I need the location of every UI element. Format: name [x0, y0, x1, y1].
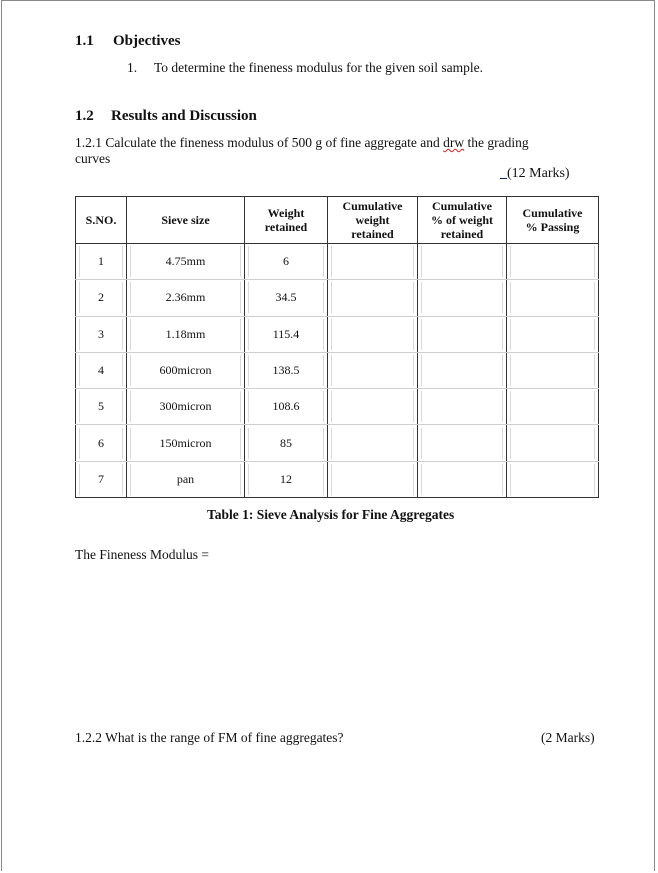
cell-sno	[76, 280, 127, 316]
header-line: % Passing	[525, 220, 580, 234]
cell-value: 12	[248, 464, 324, 495]
header-line: % of weight	[431, 213, 493, 227]
cell-value: 6	[79, 428, 123, 459]
header-line: Cumulative	[432, 199, 492, 213]
cell-value	[331, 355, 414, 386]
cell-sno	[76, 316, 127, 352]
section-title: Results and Discussion	[111, 108, 257, 124]
cell-value	[331, 246, 414, 277]
table-header-row	[76, 197, 599, 244]
section-number: 1.2	[75, 108, 94, 124]
cell-value: 4.75mm	[130, 246, 241, 277]
cell-sieve-size	[127, 425, 245, 461]
cell-cumulative-pct	[418, 425, 507, 461]
cell-value: 115.4	[248, 319, 324, 350]
table-row	[76, 461, 599, 497]
cell-weight-retained	[245, 425, 328, 461]
cell-value: 138.5	[248, 355, 324, 386]
cell-value	[421, 464, 503, 495]
cell-value: 108.6	[248, 391, 324, 422]
cell-pct-passing	[507, 316, 599, 352]
header-cumulative-pct-retained	[418, 197, 507, 244]
cell-value	[510, 282, 595, 313]
cell-sno	[76, 352, 127, 388]
header-cumulative-weight-retained	[328, 197, 418, 244]
cell-value: 5	[79, 391, 123, 422]
cell-pct-passing	[507, 280, 599, 316]
cell-sno	[76, 461, 127, 497]
objective-item	[127, 60, 483, 76]
question-text-cont: the grading	[464, 135, 529, 150]
table-body	[76, 244, 599, 498]
cell-value: 7	[79, 464, 123, 495]
cell-pct-passing	[507, 425, 599, 461]
fineness-modulus-label: The Fineness Modulus =	[75, 547, 209, 562]
cell-cumulative-weight	[328, 280, 418, 316]
section-number: 1.1	[75, 33, 94, 49]
header-line: retained	[264, 220, 308, 234]
question-2-text: 1.2.2 What is the range of FM of fine aggregates?	[75, 730, 344, 745]
cell-cumulative-weight	[328, 352, 418, 388]
header-line: retained	[440, 227, 484, 241]
cell-cumulative-weight	[328, 461, 418, 497]
section-title: Objectives	[113, 33, 181, 49]
cell-cumulative-pct	[418, 280, 507, 316]
cell-value: 150micron	[130, 428, 241, 459]
cell-value	[510, 319, 595, 350]
cell-value: 1	[79, 246, 123, 277]
header-cumulative-pct-passing	[507, 197, 599, 244]
cell-cumulative-weight	[328, 244, 418, 280]
cell-weight-retained	[245, 244, 328, 280]
cell-pct-passing	[507, 389, 599, 425]
cell-sieve-size	[127, 280, 245, 316]
table-row	[76, 389, 599, 425]
cell-sieve-size	[127, 316, 245, 352]
cell-value: 2.36mm	[130, 282, 241, 313]
cell-weight-retained	[245, 461, 328, 497]
cell-pct-passing	[507, 461, 599, 497]
table-row	[76, 316, 599, 352]
cell-cumulative-weight	[328, 389, 418, 425]
cell-pct-passing	[507, 352, 599, 388]
cell-sieve-size	[127, 244, 245, 280]
cell-cumulative-pct	[418, 352, 507, 388]
cell-cumulative-pct	[418, 316, 507, 352]
cell-sno	[76, 244, 127, 280]
table-row	[76, 425, 599, 461]
cell-value	[510, 246, 595, 277]
cell-sieve-size	[127, 352, 245, 388]
cell-value: 1.18mm	[130, 319, 241, 350]
cell-value	[510, 464, 595, 495]
cell-value	[510, 355, 595, 386]
cell-value	[331, 282, 414, 313]
cell-weight-retained	[245, 280, 328, 316]
cell-cumulative-pct	[418, 244, 507, 280]
header-line: weight	[355, 213, 390, 227]
cell-value	[331, 391, 414, 422]
cell-value	[421, 319, 503, 350]
header-line: Weight	[267, 206, 305, 220]
cell-value	[421, 355, 503, 386]
cell-weight-retained	[245, 389, 328, 425]
marks-text: (12 Marks)	[507, 166, 570, 181]
misspelled-word[interactable]: drw	[443, 135, 465, 150]
cell-value	[331, 428, 414, 459]
header-line: retained	[351, 227, 394, 241]
header-sno: S.NO.	[76, 197, 127, 244]
cell-value: pan	[130, 464, 241, 495]
cell-value: 300micron	[130, 391, 241, 422]
section-heading-results	[75, 108, 257, 125]
cell-value	[421, 391, 503, 422]
cell-value: 34.5	[248, 282, 324, 313]
cell-value	[421, 282, 503, 313]
cell-value: 85	[248, 428, 324, 459]
section-heading-objectives	[75, 33, 180, 50]
cell-sieve-size	[127, 389, 245, 425]
cell-pct-passing	[507, 244, 599, 280]
cell-value	[331, 319, 414, 350]
header-sieve-size: Sieve size	[127, 197, 245, 244]
cell-value: 2	[79, 282, 123, 313]
cell-sieve-size	[127, 461, 245, 497]
cell-cumulative-pct	[418, 389, 507, 425]
table-row	[76, 352, 599, 388]
table-caption: Table 1: Sieve Analysis for Fine Aggregates	[207, 507, 455, 522]
question-text: 1.2.1 Calculate the fineness modulus of 500 g of fine aggregate and	[75, 135, 444, 150]
question-1-line-1	[75, 135, 529, 151]
document-page	[1, 0, 655, 871]
question-1-line-2: curves	[75, 151, 111, 166]
objective-text: To determine the fineness modulus for the given soil sample.	[154, 60, 483, 75]
table-row	[76, 244, 599, 280]
cell-cumulative-weight	[328, 425, 418, 461]
table-row	[76, 280, 599, 316]
question-2-marks: (2 Marks)	[541, 730, 595, 745]
cell-value	[331, 464, 414, 495]
cell-value: 4	[79, 355, 123, 386]
cell-value: 6	[248, 246, 324, 277]
cell-cumulative-pct	[418, 461, 507, 497]
cell-value	[421, 428, 503, 459]
cell-cumulative-weight	[328, 316, 418, 352]
cell-value	[421, 246, 503, 277]
cell-value: 600micron	[130, 355, 241, 386]
marks-prefix: _	[500, 166, 507, 181]
list-marker: 1.	[127, 60, 138, 75]
cell-value	[510, 428, 595, 459]
header-line: Cumulative	[342, 199, 403, 213]
cell-weight-retained	[245, 352, 328, 388]
cell-sno	[76, 389, 127, 425]
cell-sno	[76, 425, 127, 461]
cell-value	[510, 391, 595, 422]
header-line: Cumulative	[522, 206, 583, 220]
sieve-analysis-table	[75, 196, 599, 498]
question-1-marks	[500, 166, 570, 182]
cell-value: 3	[79, 319, 123, 350]
cell-weight-retained	[245, 316, 328, 352]
header-weight-retained	[245, 197, 328, 244]
